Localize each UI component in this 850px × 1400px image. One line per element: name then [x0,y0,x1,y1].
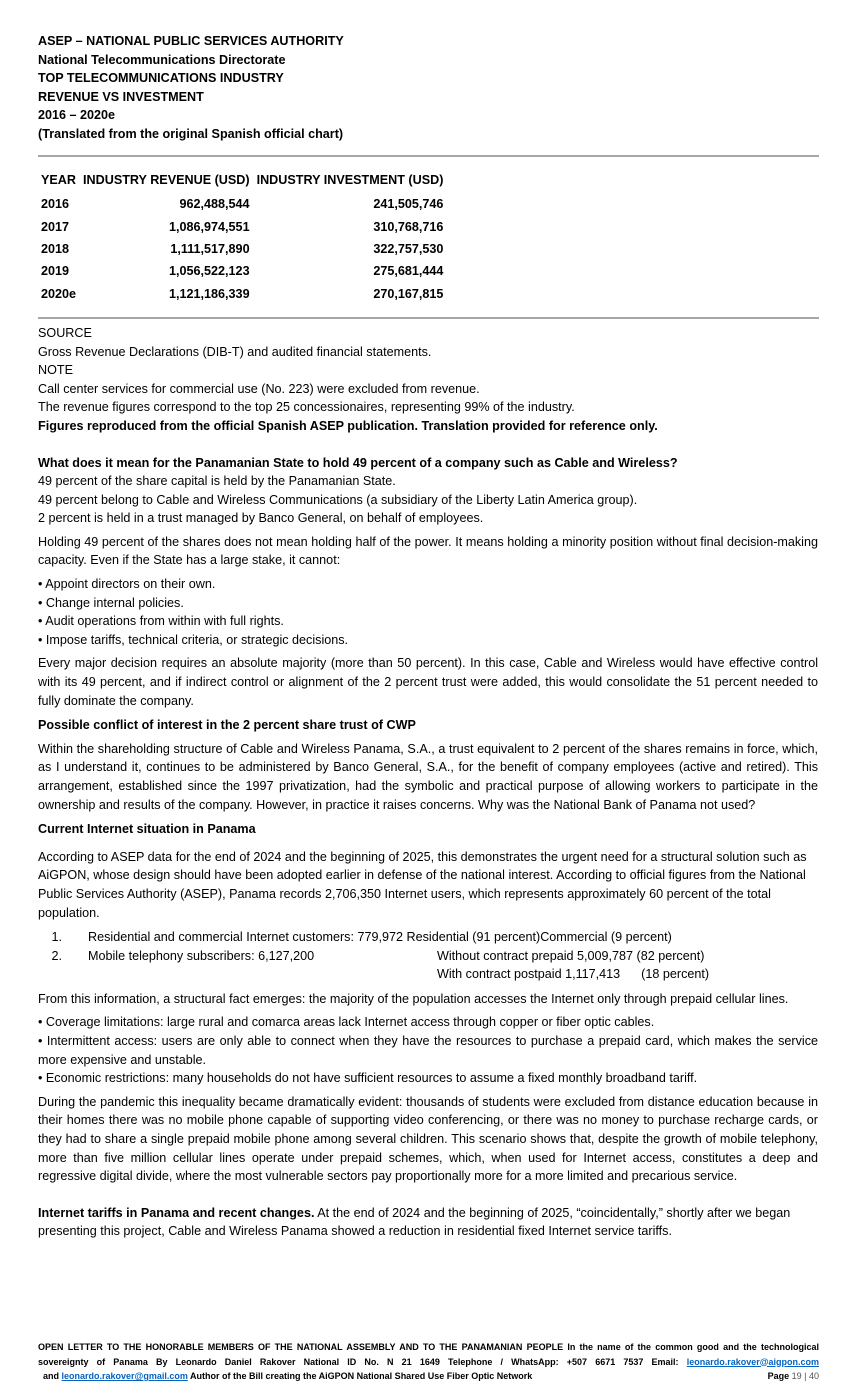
cell-investment: 241,505,746 [373,197,444,212]
divider-bottom [38,317,819,319]
header-line-4: REVENUE VS INVESTMENT [38,89,204,104]
email-link-aigpon[interactable]: leonardo.rakover@aigpon.com [686,1356,819,1367]
list-text: Mobile telephony subscribers: 6,127,200 [88,948,315,963]
bullet-item: • Change internal policies. [38,595,184,610]
paragraph: From this information, a structural fact emerges: the majority of the population accesses the Internet only through prepaid cellular lines. [38,991,789,1006]
ownership-line-1: 49 percent of the share capital is held by the Panamanian State. [38,474,396,489]
table-row [38,260,447,282]
header-line-6: (Translated from the original Spanish official chart) [38,126,344,141]
section-tariffs [38,1204,818,1241]
section-heading: Current Internet situation in Panama [38,822,256,837]
email-link-gmail[interactable]: leonardo.rakover@gmail.com [61,1371,188,1381]
bullet-list [38,1013,818,1087]
section-heading: Internet tariffs in Panama and recent changes. [38,1205,315,1220]
section-heading: Possible conflict of interest in the 2 percent share trust of CWP [38,718,416,733]
cell-investment: 322,757,530 [373,241,444,256]
bullet-item: • Audit operations from within with full rights. [38,614,284,629]
source-text: Gross Revenue Declarations (DIB-T) and audited financial statements. [38,344,432,359]
section-state-ownership [38,454,818,711]
postpaid-subtext: With contract postpaid 1,117,413 (18 percent) [437,967,710,982]
note-2: The revenue figures correspond to the top 25 concessionaires, representing 99% of the industry. [38,400,575,415]
cell-revenue: 1,056,522,123 [169,264,250,279]
document-header [38,32,818,143]
cell-revenue: 962,488,544 [179,197,250,212]
footer-author: Author of the Bill creating the AiGPON National Shared Use Fiber Optic Network [187,1371,533,1381]
paragraph: At the end of 2024 and the beginning of 2025, “coincidentally,” shortly after we began presenting this project, Cable and Wireless Panama showed a reduction in residential fixed Internet service tariffs. [38,1205,791,1239]
cell-year: 2016 [41,197,70,212]
numbered-list [38,928,818,984]
page-footer [38,1340,819,1384]
divider-top [38,155,819,157]
cell-investment: 310,768,716 [373,219,444,234]
column-header-year: YEAR [41,173,76,187]
bullet-item: • Coverage limitations: large rural and comarca areas lack Internet access through copper or fiber optic cables. [38,1015,655,1030]
page-count: 19 | 40 [791,1371,819,1381]
page-label: Page [767,1371,790,1381]
cell-investment: 275,681,444 [373,264,444,279]
table-notes [38,324,818,436]
source-label: SOURCE [38,325,92,340]
section-internet-situation [38,820,818,1186]
footer-text: OPEN LETTER TO THE HONORABLE MEMBERS OF THE NATIONAL ASSEMBLY AND TO THE PANAMANIAN PEOPLE In the name of the common good and the technological sovereignty of Panama By Leonardo Daniel Rakover National ID No. N 21 1649 Telephone / WhatsApp: +507 6671 7537 Email: [38,1342,819,1367]
bullet-item: • Economic restrictions: many households do not have sufficient resources to assume a fixed monthly broadband tariff. [38,1071,698,1086]
column-header-revenue: INDUSTRY REVENUE (USD) [83,173,250,187]
bullet-item: • Intermittent access: users are only able to connect when they have the resources to purchase a prepaid card, which makes the service more expensive and unstable. [38,1033,818,1067]
table-row [38,215,447,237]
document-page [38,32,818,1241]
list-number: 2. [51,948,62,963]
header-line-2: National Telecommunications Directorate [38,52,286,67]
cell-revenue: 1,111,517,890 [170,241,250,256]
column-header-investment: INDUSTRY INVESTMENT (USD) [256,173,444,187]
paragraph: Holding 49 percent of the shares does not mean holding half of the power. It means holding a minority position without final decision-making capacity. Even if the State has a large stake, it cannot: [38,534,818,568]
cell-year: 2020e [41,286,77,301]
section-heading: What does it mean for the Panamanian State to hold 49 percent of a company such as Cable and Wireless? [38,455,678,470]
paragraph: According to ASEP data for the end of 2024 and the beginning of 2025, this demonstrates the urgent need for a structural solution such as AiGPON, whose design should have been adopted earlier in defense of the national interest. According to official figures from the National Public Services Authority (ASEP), Panama records 2,706,350 Internet users, which represents approximately 60 percent of the total population. [38,849,807,920]
revenue-investment-table [38,167,447,305]
header-line-3: TOP TELECOMMUNICATIONS INDUSTRY [38,71,284,85]
paragraph: Every major decision requires an absolute majority (more than 50 percent). In this case, Cable and Wireless would have effective control with its 49 percent, and if indirect control or alignment of the 2 percent trust were added, this would consolidate the 51 percent needed to fully dominate the company. [38,656,818,708]
bullet-list [38,575,818,649]
cell-year: 2017 [41,219,70,234]
table-header-row [38,167,447,193]
cell-revenue: 1,121,186,339 [169,286,250,301]
paragraph: Within the shareholding structure of Cable and Wireless Panama, S.A., a trust equivalent to 2 percent of the shares remains in force, which, as I understand it, continues to be administered by Banco General, S.A., for the benefit of company employees (active and retired). This arrangement, established since the 1997 privatization, had the symbolic and practical purpose of allowing workers to participate in the ownership and results of the company. However, in practice it raises concerns. Why was the National Bank of Panama not used? [38,741,818,812]
cell-year: 2018 [41,241,70,256]
table-row [38,238,447,260]
cell-investment: 270,167,815 [373,286,444,301]
ownership-line-3: 2 percent is held in a trust managed by Banco General, on behalf of employees. [38,511,484,526]
bullet-item: • Impose tariffs, technical criteria, or strategic decisions. [38,632,349,647]
prepaid-subtext: Without contract prepaid 5,009,787 (82 percent) [437,948,705,963]
list-number: 1. [51,930,62,945]
section-conflict-of-interest [38,716,818,814]
bullet-item: • Appoint directors on their own. [38,577,216,592]
translation-disclaimer: Figures reproduced from the official Spanish ASEP publication. Translation provided for reference only. [38,418,658,433]
paragraph: During the pandemic this inequality became dramatically evident: thousands of students were excluded from distance education because in their homes there was no mobile phone capable of supporting video conferencing, or there was no money to purchase recharge cards, or they had to share a single prepaid mobile phone among several children. This scenario shows that, despite the growth of mobile telephony, more than five million cellular lines operate under prepaid schemes, which, when used for Internet access, constitutes a deep and regressive digital divide, where the most vulnerable sectors pay proportionally more for a more limited and precarious service. [38,1094,818,1184]
cell-revenue: 1,086,974,551 [169,219,250,234]
cell-year: 2019 [41,264,70,279]
note-1: Call center services for commercial use (No. 223) were excluded from revenue. [38,381,480,396]
list-item [38,928,818,947]
list-text: Residential and commercial Internet customers: 779,972 Residential (91 percent)Commercial (9 percent) [88,930,672,945]
page-number [768,1369,819,1384]
list-item [38,947,818,984]
note-label: NOTE [38,363,73,378]
header-line-5: 2016 – 2020e [38,108,116,122]
ownership-line-2: 49 percent belong to Cable and Wireless Communications (a subsidiary of the Liberty Latin America group). [38,492,638,507]
footer-and: and [38,1371,62,1381]
table-row [38,193,447,215]
table-row [38,283,447,305]
header-line-1: ASEP – NATIONAL PUBLIC SERVICES AUTHORITY [38,34,344,48]
